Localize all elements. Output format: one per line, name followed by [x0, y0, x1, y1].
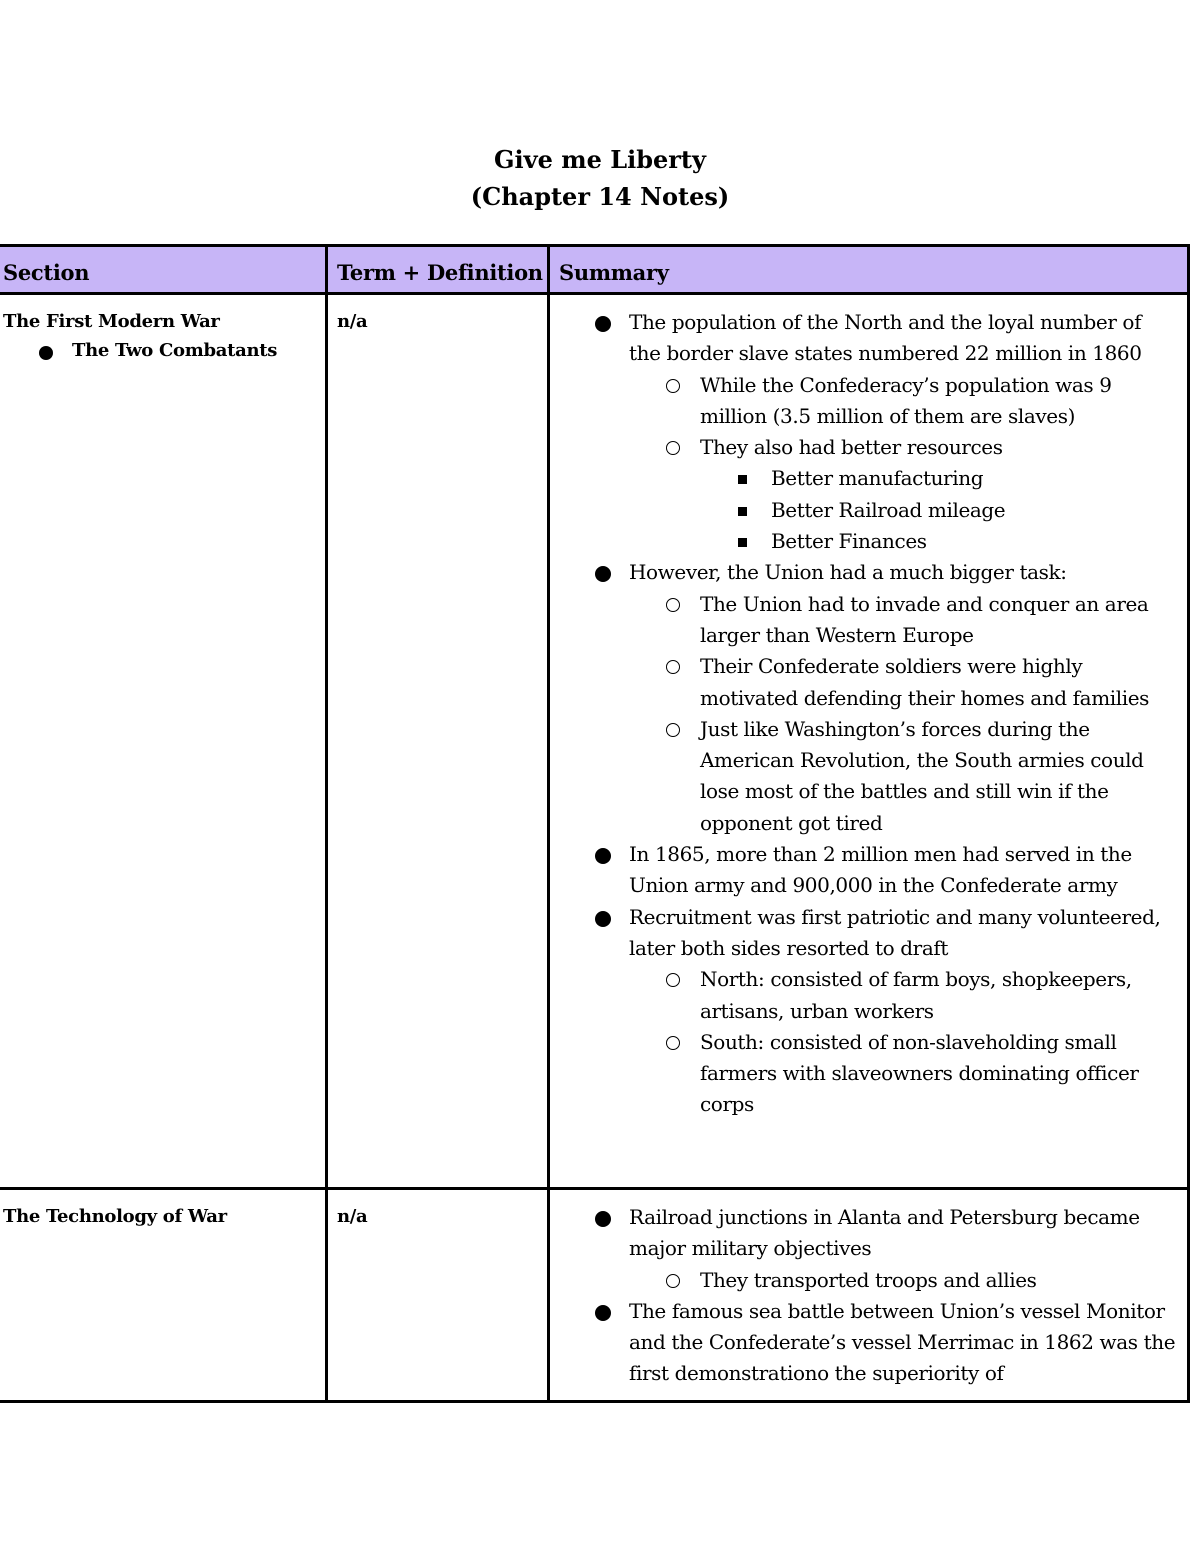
hollow-bullet-icon [666, 598, 680, 612]
section-cell [0, 1189, 327, 1402]
summary-subitem-text: They also had better resources [700, 435, 1003, 460]
square-bullet-icon [738, 475, 747, 484]
section-title: The First Modern War [3, 311, 220, 332]
summary-list [550, 307, 1177, 1121]
bullet-icon [595, 1211, 611, 1227]
summary-sublist [550, 589, 1177, 839]
header-summary: Summary [549, 246, 1189, 294]
square-bullet-icon [738, 507, 747, 516]
section-subtopic-label: The Two Combatants [72, 340, 278, 361]
summary-item [550, 307, 1177, 557]
bullet-icon [595, 848, 611, 864]
document-title [0, 141, 1200, 215]
summary-item [550, 839, 1177, 902]
title-line-2: (Chapter 14 Notes) [470, 182, 730, 211]
bullet-icon [39, 346, 53, 360]
summary-subitem-text: Just like Washington’s forces during the American Revolution, the South armies could lose most of the battles and still win if the opponent got tired [700, 716, 1144, 835]
hollow-bullet-icon [666, 441, 680, 455]
summary-subitem-text: South: consisted of non-slaveholding small farmers with slaveowners dominating officer corps [700, 1029, 1139, 1117]
summary-cell [549, 1189, 1189, 1402]
summary-subsubitem [550, 526, 1177, 557]
hollow-bullet-icon [666, 1274, 680, 1288]
summary-subitem [550, 1027, 1177, 1121]
summary-item-text: However, the Union had a much bigger task: [629, 560, 1067, 585]
summary-item-text: Recruitment was first patriotic and many volunteered, later both sides resorted to draft [629, 904, 1161, 960]
summary-item [550, 1202, 1177, 1296]
section-title: The Technology of War [3, 1206, 227, 1227]
summary-subsubitem [550, 463, 1177, 494]
hollow-bullet-icon [666, 660, 680, 674]
summary-subitem [550, 1265, 1177, 1296]
summary-subsubitem [550, 495, 1177, 526]
summary-list [550, 1202, 1177, 1390]
summary-item [550, 557, 1177, 839]
summary-subitem-text: While the Confederacy’s population was 9 million (3.5 million of them are slaves) [700, 372, 1112, 428]
hollow-bullet-icon [666, 379, 680, 393]
summary-subsublist [550, 463, 1177, 557]
summary-item-text: Railroad junctions in Alanta and Petersburg became major military objectives [629, 1205, 1140, 1261]
summary-subitem-text: They transported troops and allies [700, 1267, 1037, 1292]
section-subtopic [3, 336, 325, 365]
summary-sublist [550, 1265, 1177, 1296]
table-row [0, 1189, 1189, 1402]
hollow-bullet-icon [666, 1036, 680, 1050]
header-section: Section [0, 246, 327, 294]
summary-item-text: The famous sea battle between Union’s vessel Monitor and the Confederate’s vessel Merrimac in 1862 was the first demonstrationo the superiority of [629, 1298, 1176, 1386]
notes-table [0, 244, 1190, 1403]
summary-subitem [550, 589, 1177, 652]
summary-subitem [550, 432, 1177, 557]
square-bullet-icon [738, 538, 747, 547]
summary-item-text: In 1865, more than 2 million men had served in the Union army and 900,000 in the Confederate army [629, 842, 1132, 898]
table-row [0, 294, 1189, 1189]
term-cell: n/a [327, 1189, 549, 1402]
summary-subitem [550, 964, 1177, 1027]
summary-cell [549, 294, 1189, 1189]
hollow-bullet-icon [666, 973, 680, 987]
bullet-icon [595, 566, 611, 582]
summary-subitem-text: The Union had to invade and conquer an area larger than Western Europe [700, 591, 1149, 647]
bullet-icon [595, 911, 611, 927]
summary-subitem-text: Their Confederate soldiers were highly motivated defending their homes and families [700, 654, 1150, 710]
header-term-definition: Term + Definition [327, 246, 549, 294]
hollow-bullet-icon [666, 723, 680, 737]
summary-sublist [550, 370, 1177, 558]
bullet-icon [595, 1305, 611, 1321]
summary-subitem [550, 370, 1177, 433]
term-cell: n/a [327, 294, 549, 1189]
summary-item [550, 1296, 1177, 1390]
bullet-icon [595, 316, 611, 332]
summary-item [550, 902, 1177, 1121]
summary-subitem [550, 714, 1177, 839]
summary-subitem-text: North: consisted of farm boys, shopkeepers, artisans, urban workers [700, 967, 1132, 1023]
summary-item-text: The population of the North and the loyal number of the border slave states numbered 22 million in 1860 [629, 310, 1142, 366]
summary-subsubitem-text: Better Finances [771, 529, 927, 554]
summary-sublist [550, 964, 1177, 1120]
section-cell [0, 294, 327, 1189]
table-header-row [0, 246, 1189, 294]
title-line-1: Give me Liberty [494, 145, 706, 174]
summary-subsubitem-text: Better manufacturing [771, 466, 984, 491]
summary-subsubitem-text: Better Railroad mileage [771, 497, 1006, 522]
summary-subitem [550, 651, 1177, 714]
